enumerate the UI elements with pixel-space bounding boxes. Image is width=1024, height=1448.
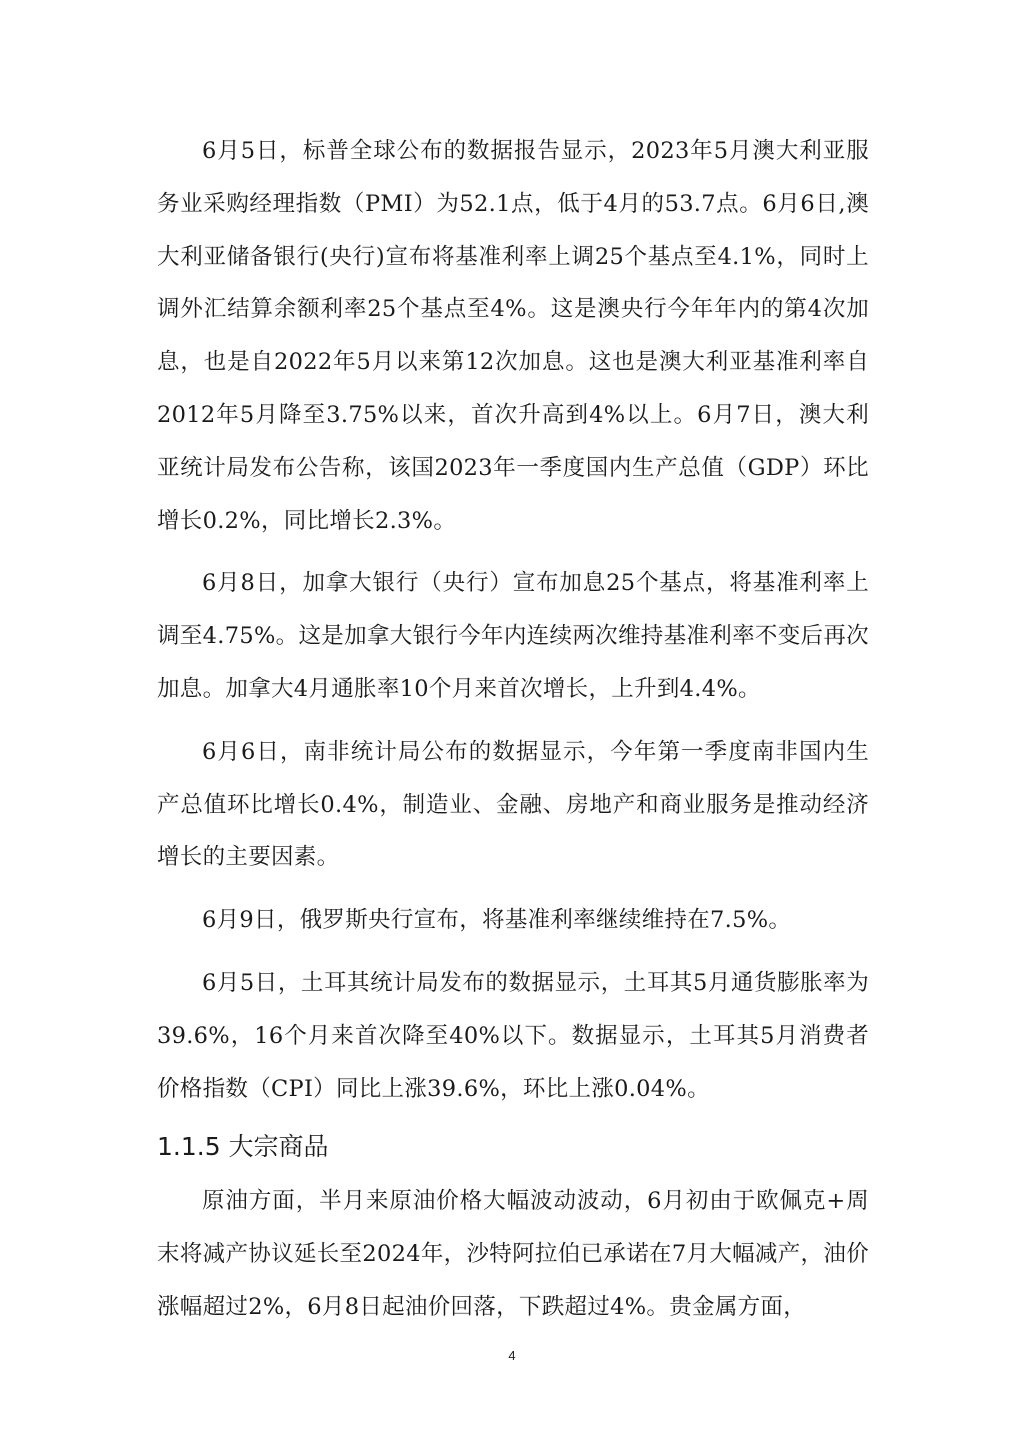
paragraph-turkey: 6月5日，土耳其统计局发布的数据显示，土耳其5月通货膨胀率为39.6%，16个月来首次降至40%以下。数据显示，土耳其5月消费者价格指数（CPI）同比上涨39.6%，环比上涨0.04%。 [157, 969, 869, 1102]
paragraph-australia: 6月5日，标普全球公布的数据报告显示，2023年5月澳大利亚服务业采购经理指数（PMI）为52.1点，低于4月的53.7点。6月6日,澳大利亚储备银行(央行)宣布将基准利率上调25个基点至4.1%，同时上调外汇结算余额利率25个基点至4%。这是澳央行今年年内的第4次加息，也是自2022年5月以来第12次加息。这也是澳大利亚基准利率自2012年5月降至3.75%以来，首次升高到4%以上。6月7日，澳大利亚统计局发布公告称，该国2023年一季度国内生产总值（GDP）环比增长0.2%，同比增长2.3%。 [157, 138, 869, 534]
paragraph-crude-oil: 原油方面，半月来原油价格大幅波动波动，6月初由于欧佩克+周末将减产协议延长至2024年，沙特阿拉伯已承诺在7月大幅减产，油价涨幅超过2%，6月8日起油价回落，下跌超过4%。贵金属方面， [157, 1188, 869, 1320]
paragraph-canada: 6月8日，加拿大银行（央行）宣布加息25个基点，将基准利率上调至4.75%。这是加拿大银行今年内连续两次维持基准利率不变后再次加息。加拿大4月通胀率10个月来首次增长，上升到4.4%。 [157, 570, 869, 702]
paragraph-south-africa: 6月6日，南非统计局公布的数据显示，今年第一季度南非国内生产总值环比增长0.4%，制造业、金融、房地产和商业服务是推动经济增长的主要因素。 [157, 738, 869, 871]
section-heading: 1.1.5 大宗商品 [157, 1132, 329, 1162]
paragraph-russia: 6月9日，俄罗斯央行宣布，将基准利率继续维持在7.5%。 [202, 907, 792, 934]
document-body [157, 125, 869, 1344]
page-number: 4 [508, 1348, 516, 1363]
